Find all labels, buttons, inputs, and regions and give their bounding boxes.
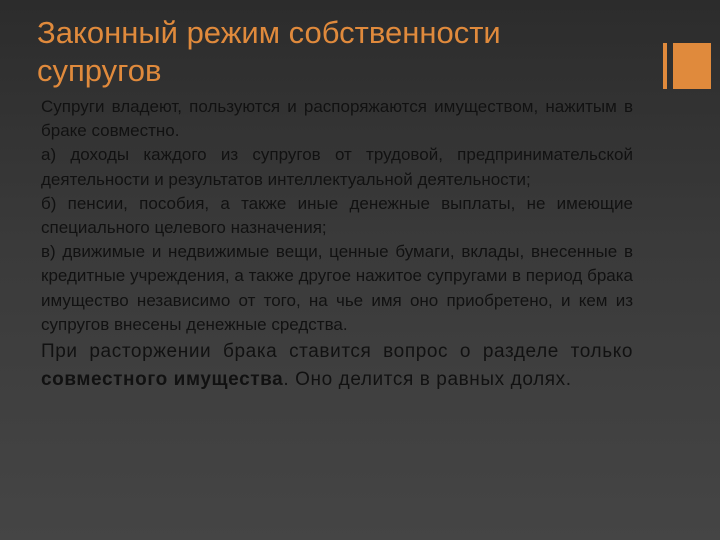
divorce-text-start: При расторжении брака ставится вопрос о разделе только (41, 341, 633, 363)
title-line-1: Законный режим собственности (37, 15, 501, 50)
paragraph-intro: Супруги владеют, пользуются и распоряжаются имуществом, нажитым в браке совместно. (41, 97, 633, 141)
divorce-text-end: . Оно делится в равных долях. (283, 369, 572, 391)
slide-body (41, 95, 633, 394)
slide-title (37, 14, 637, 90)
paragraph-divorce (41, 338, 633, 394)
title-line-2: супругов (37, 53, 162, 88)
divorce-text-bold: совместного имущества (41, 369, 284, 391)
paragraph-item-b: б) пенсии, пособия, а также иные денежные выплаты, не имеющие специального целевого назначения; (41, 193, 633, 238)
decorative-bars-icon (663, 43, 711, 89)
paragraph-item-a: а) доходы каждого из супругов от трудовой, предпринимательской деятельности и результатов интеллектуальной деятельности; (41, 145, 633, 189)
decorative-bar-thin (663, 43, 667, 89)
decorative-bar-thick (673, 43, 711, 89)
paragraph-item-c: в) движимые и недвижимые вещи, ценные бумаги, вклады, внесенные в кредитные учреждения, а также другое нажитое супругами в период брака имущество независимо от того, на чье имя оно приобретено, и кем из супругов внесены денежные средства. (41, 242, 633, 334)
